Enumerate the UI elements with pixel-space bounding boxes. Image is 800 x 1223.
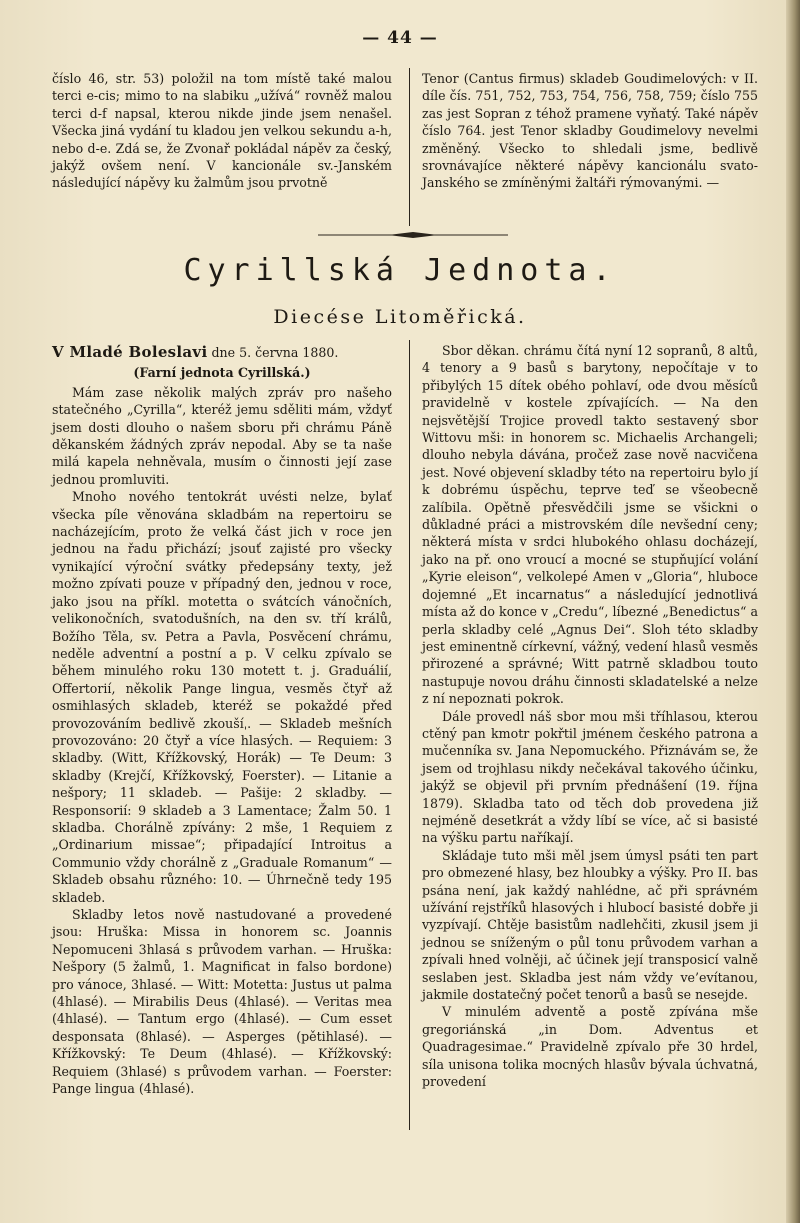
bottom-left-column — [52, 344, 392, 1097]
column-divider-top — [409, 68, 410, 226]
section-subheadline: Diecése Litoměřická. — [273, 306, 527, 328]
top-right-column — [422, 70, 758, 192]
column-divider-bottom — [409, 340, 410, 1130]
bottom-right-column — [422, 342, 758, 1090]
right-paragraph-4: V minulém adventě a postě zpívána mše gregoriánská „in Dom. Adventus et Quadragesimae.“ Pravidelně zpívalo pře 30 hrdel, síla unisona tolika mocných hlasův bývala úchvatná, provedení — [422, 1004, 758, 1090]
right-paragraph-2: Dále provedl náš sbor mou mši tříhlasou, kterou ctěný pan kmotr pokřtil jménem českého patrona a mučenníka sv. Jana Nepomuckého. Přiznávám se, že jsem od trojhlasu nikdy nečekával takového účinku, jakýž se objevil při prvním přednášení (19. října 1879). Skladba tato od těch dob provedena již nejméně desetkrát a vždy líbí se více, ač si basisté na výšku partu naříkají. — [422, 708, 758, 846]
page-number: — 44 — — [362, 28, 438, 48]
section-headline: Cyrillská Jednota. — [183, 253, 617, 288]
dateline — [52, 344, 392, 361]
right-paragraph-3: Skládaje tuto mši měl jsem úmysl psáti ten part pro obmezené hlasy, bez hloubky a výšky. Pro II. bas psána není, jak každý nahlédne, ač při správném užívání rejstříků hlasových i hlubocí basisté dobře ji vyzpívají. Chtěje basistům nadlehčiti, zkusil jsem ji jednou se sníženým o půl tonu průvodem varhan a zpívali hned volněji, ač účinek její transposicí valně seslaben jest. Skladba jest nám vždy ve’evítanou, jakmile dostatečný počet tenorů a basů se nesejde. — [422, 847, 758, 1003]
right-paragraph-1: Sbor děkan. chrámu čítá nyní 12 sopranů, 8 altů, 4 tenory a 9 basů s barytony, nepočítaje v to přibylých 15 dítek obého pohlaví, ode dvou měsíců pravidelně v kostele zpívajících. — Na den nejsvětější Trojice provedl takto sestavený sbor Wittovu mši: in honorem sc. Michaelis Archangeli; dlouho nebyla dávána, pročež zase nově nacvičena jest. Nové objevení skladby této na repertoiru bylo jí k dobrému úspěchu, teprve teď se všeobecně zalíbila. Opětně přesvědčili jsme se všickni o důkladné práci a mistrovském díle nevšední ceny; některá místa v srdci hlubokého ohlasu docházejí, jako na př. ono vroucí a mocné se stupňující volání „Kyrie eleison“, velkolepé Amen v „Gloria“, hluboce dojemné „Et incarnatus“ a následující jednotlivá místa až do konce v „Credu“, líbezné „Benedictus“ a perla skladby celé „Agnus Dei“. Sloh této skladby jest eminentně církevní, vážný, vedení hlasů vesměs přirozené a správné; Witt patrně skladbou touto nastupuje novou dráhu činnosti skladatelské a nelze z ní nepoznati pokrok. — [422, 343, 758, 707]
top-right-text: Tenor (Cantus firmus) skladeb Goudimelových: v II. díle čís. 751, 752, 753, 754, 756, 758, 759; číslo 755 zas jest Sopran z téhož pramene vyňatý. Také nápěv číslo 764. jest Tenor skladby Goudimelovy nevelmi změněný. Všecko to shledali jsme, bedlivě srovnávajíce některé nápěvy kancionálu svato-Janského se zmíněnými žaltáři rýmovanými. — — [422, 71, 758, 191]
society-name: (Farní jednota Cyrillská.) — [133, 365, 311, 381]
page-edge — [786, 0, 800, 1223]
dateline-date: dne 5. června 1880. — [211, 345, 339, 360]
left-paragraph-3: Skladby letos nově nastudované a provedené jsou: Hruška: Missa in honorem sc. Joannis Nepomuceni 3hlasá s průvodem varhan. — Hruška: Nešpory (5 žalmů, 1. Magnificat in falso bordone) pro vánoce, 3hlasé. — Witt: Motetta: Justus ut palma (4hlasé). — Mirabilis Deus (4hlasé). — Veritas mea (4hlasé). — Tantum ergo (4hlasé). — Cum esset desponsata (8hlasé). — Asperges (pětihlasé). — Křížkovský: Te Deum (4hlasé). — Křížkovský: Requiem (3hlasé) s průvodem varhan. — Foerster: Pange lingua (4hlasé). — [52, 907, 392, 1097]
divider-ornament — [318, 231, 508, 239]
left-paragraph-2: Mnoho nového tentokrát uvésti nelze, bylať všecka píle věnována skladbám na repertoiru se nacházejícím, proto že velká část jich v roce jen jednou na řadu přichází; jsouť zajisté pro všecky vynikající výroční svátky předepsány texty, jež možno zpívati pouze v případný den, jednou v roce, jako jsou na příkl. motetta o svátcích vánočních, velikonočních, svatodušních, na den sv. tří králů, Božího Těla, sv. Petra a Pavla, Posvěcení chrámu, neděle adventní a postní a p. V celku zpívalo se během minulého roku 130 motett t. j. Graduálií, Offertorií, několik Pange lingua, vesměs čtyř až osmihlasých skladeb, kteréž se pokaždé před provozováním bedlivě zkoušíˌ. — Skladeb mešních provozováno: 20 čtyř a více hlasých. — Requiem: 3 skladby. (Witt, Křížkovský, Horák) — Te Deum: 3 skladby (Krejčí, Křížkovský, Foerster). — Litanie a nešpory; 11 skladeb. — Pašije: 2 skladby. — Responsorií: 9 skladeb a 3 Lamentace; Žalm 50. 1 skladba. Chorálně zpívány: 2 mše, 1 Requiem z „Ordinarium missae“; připadající Introitus a Communio vždy chorálně z „Graduale Romanum“ — Skladeb obsahu různého: 10. — Úhrnečně tedy 195 skladeb. — [52, 489, 392, 905]
left-paragraph-1: Mám zase několik malých zpráv pro našeho statečného „Cyrilla“, kteréž jemu sděliti mám, vždyť jsem dosti dlouho o našem sboru při chrámu Páně děkanském žádných zpráv nepodal. Aby se ta naše milá kapela nehněvala, musím o činnosti její zase jednou promluviti. — [52, 384, 392, 487]
top-left-column — [52, 70, 392, 192]
top-left-text: číslo 46, str. 53) položil na tom místě také malou terci e-cis; mimo to na slabiku „užívá“ rovněž malou terci d-f napsal, kterou nikde jinde jsem nenašel. Všecka jiná vydání tu kladou jen velkou sekundu a-h, nebo d-e. Zdá se, že Zvonař pokládal nápěv za český, jakýž ovšem není. V kancionále sv.-Janském následující nápěvy ku žalmům jsou prvotně — [52, 71, 392, 191]
dateline-place: V Mladé Boleslavi — [52, 343, 208, 361]
